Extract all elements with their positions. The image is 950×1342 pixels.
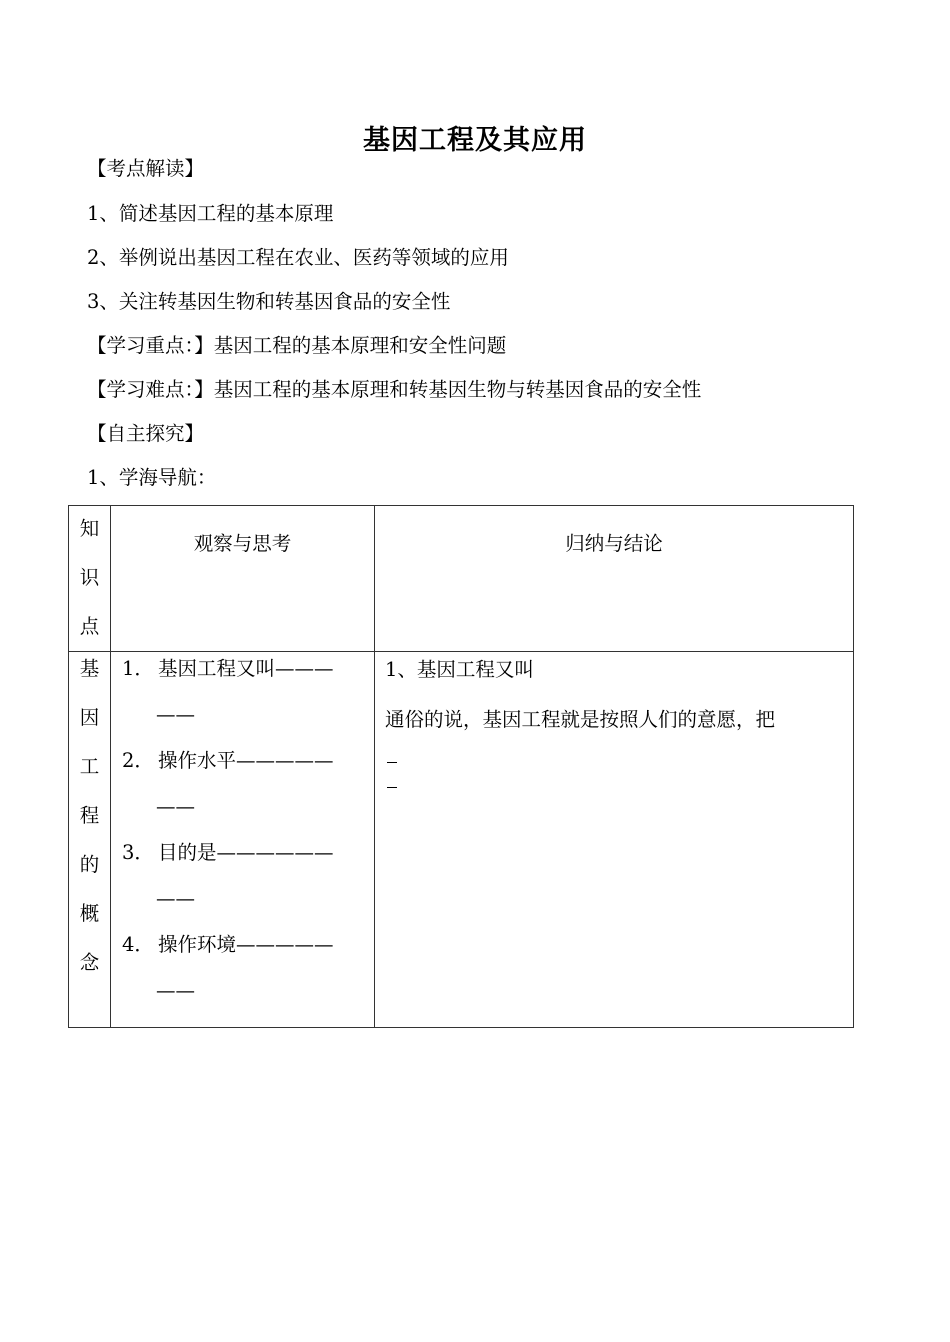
header-char: 识 — [79, 566, 100, 589]
section-heading-self-study: 【自主探究】 — [87, 422, 205, 445]
list-item — [111, 738, 374, 784]
topic-char: 基 — [79, 657, 100, 680]
list-item — [111, 922, 374, 968]
difficult-points: 【学习难点：】基因工程的基本原理和转基因生物与转基因食品的安全性 — [87, 378, 702, 401]
item-continuation: —— — [156, 979, 195, 1002]
topic-char: 因 — [79, 706, 100, 729]
table-header-row — [69, 506, 854, 652]
study-table — [68, 505, 854, 1028]
item-number: 2． — [122, 749, 154, 772]
objective-3: 3、关注转基因生物和转基因食品的安全性 — [87, 290, 451, 313]
item-text: 目的是—————— — [158, 841, 334, 864]
header-char: 知 — [79, 517, 100, 540]
header-cell-knowledge-point — [69, 506, 111, 652]
answer-blank-line — [387, 787, 397, 788]
conclusion-cell — [375, 652, 854, 1028]
topic-char: 的 — [79, 853, 100, 876]
topic-char: 念 — [79, 951, 100, 974]
topic-char: 程 — [79, 804, 100, 827]
header-char: 点 — [79, 615, 100, 638]
objective-2: 2、举例说出基因工程在农业、医药等领域的应用 — [87, 246, 509, 269]
conclusion-line-2: 通俗的说，基因工程就是按照人们的意愿，把 — [385, 708, 776, 731]
item-continuation: —— — [156, 795, 195, 818]
item-text: 基因工程又叫——— — [158, 657, 334, 680]
study-guide-heading: 1、学海导航： — [87, 466, 217, 489]
list-item — [111, 646, 374, 692]
header-conclusion-label: 归纳与结论 — [565, 532, 663, 555]
topic-char: 概 — [79, 902, 100, 925]
item-number: 1． — [122, 657, 154, 680]
page-title: 基因工程及其应用 — [363, 125, 587, 156]
item-number: 3． — [122, 841, 154, 864]
header-cell-conclusion — [375, 506, 854, 652]
topic-char: 工 — [79, 755, 100, 778]
section-heading-exam-points: 【考点解读】 — [87, 157, 205, 180]
observe-cell — [111, 652, 375, 1028]
topic-cell — [69, 652, 111, 1028]
item-continuation: —— — [156, 887, 195, 910]
table-row — [69, 652, 854, 1028]
list-item — [111, 830, 374, 876]
item-continuation: —— — [156, 703, 195, 726]
item-text: 操作水平————— — [158, 749, 334, 772]
header-cell-observe — [111, 506, 375, 652]
conclusion-line-1: 1、基因工程又叫 — [385, 658, 534, 681]
key-points: 【学习重点：】基因工程的基本原理和安全性问题 — [87, 334, 507, 357]
item-number: 4． — [122, 933, 154, 956]
objective-1: 1、简述基因工程的基本原理 — [87, 202, 334, 225]
item-text: 操作环境————— — [158, 933, 334, 956]
header-observe-label: 观察与思考 — [193, 532, 292, 555]
